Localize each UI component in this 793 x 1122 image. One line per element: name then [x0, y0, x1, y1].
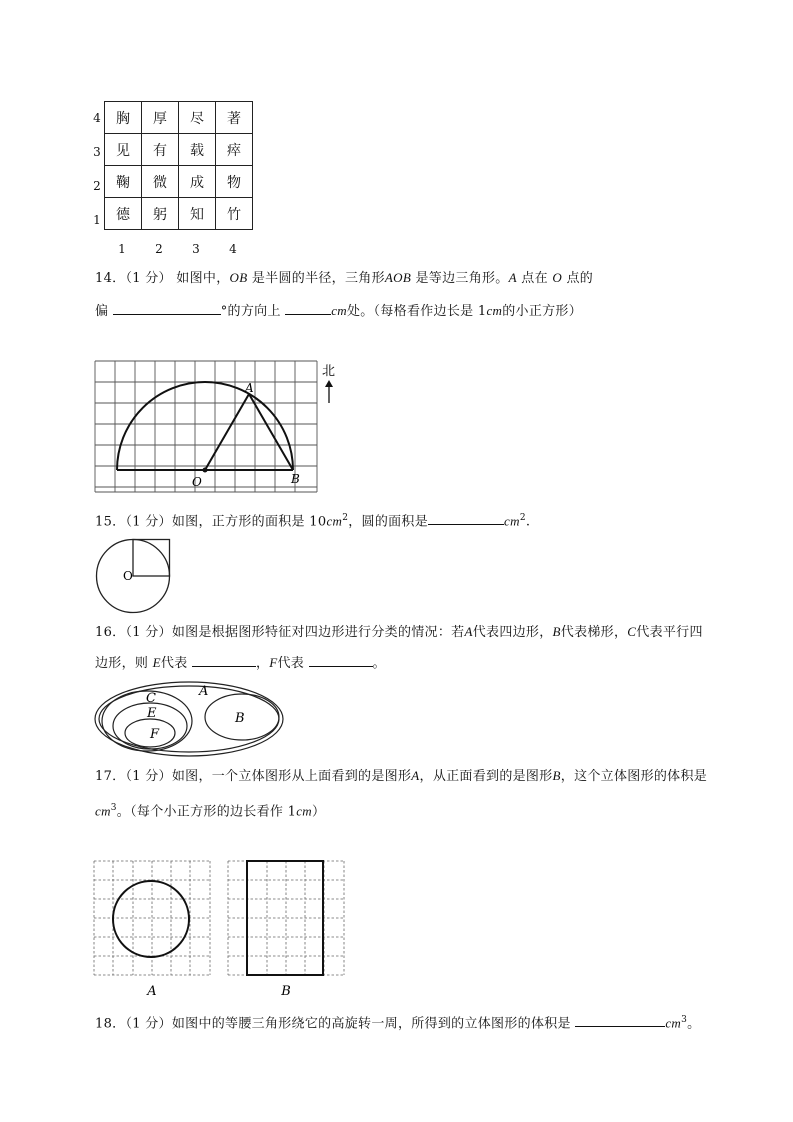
q-number: 18． [95, 1016, 126, 1032]
label-a: A [199, 684, 209, 699]
grid-cell: 物 [216, 166, 253, 198]
q-text: 。（每个小正方形的边长看作 1 [116, 804, 297, 820]
label-b: B [291, 472, 300, 486]
label-o: O [192, 475, 202, 489]
col-label: 1 [118, 242, 126, 256]
q-number: 16． [95, 625, 126, 640]
grid-cell: 知 [179, 198, 216, 230]
row-label: 2 [93, 179, 101, 193]
q-text: °的方向上 [220, 304, 281, 319]
superscript: 2 [342, 513, 349, 523]
segment-oa [205, 394, 249, 470]
q-score: （1 分） [125, 1016, 172, 1032]
row-label: 4 [93, 111, 101, 125]
q-text: 偏 [95, 304, 109, 319]
views-figure [90, 858, 350, 1000]
q-text: 是等边三角形。 [415, 271, 509, 286]
answer-blank-distance[interactable] [285, 300, 331, 315]
col-label: 4 [229, 242, 237, 256]
q-var: A [464, 624, 473, 639]
q-text: 点的 [566, 271, 594, 286]
question-17-line2 [95, 798, 725, 822]
question-18 [95, 1010, 725, 1034]
grid-row-1 [105, 198, 253, 230]
q-text: 如图中的等腰三角形绕它的高旋转一周，所得到的立体图形的体积是 [171, 1016, 571, 1032]
unit: cm [504, 513, 520, 529]
grid-cell: 鞠 [105, 166, 142, 198]
unit: cm [665, 1015, 682, 1031]
q-var: OB [229, 270, 248, 285]
col-label: 2 [155, 242, 163, 256]
view-a-circle [113, 881, 189, 957]
grid-cell: 有 [142, 134, 179, 166]
q-text: ，圆的面积是 [348, 514, 429, 530]
grid-row-4 [105, 102, 253, 134]
q-var: E [152, 655, 161, 670]
unit: cm [296, 803, 312, 819]
superscript: 3 [110, 803, 117, 813]
answer-blank-direction[interactable] [113, 300, 221, 315]
q-score: （1 分） [125, 271, 172, 286]
point-o [203, 468, 208, 473]
ellipse-a-outer [95, 682, 283, 756]
grid-cell: 德 [105, 198, 142, 230]
grid-cell: 见 [105, 134, 142, 166]
north-label: 北 [322, 364, 336, 379]
view-b-rectangle [247, 861, 323, 975]
superscript: 3 [681, 1015, 688, 1025]
circle-square-figure [94, 536, 174, 614]
q-var: AOB [384, 270, 412, 285]
q-text: 如图，正方形的面积是 10 [171, 514, 327, 530]
label-c: C [146, 691, 156, 706]
grid-row-3 [105, 134, 253, 166]
superscript: 2 [519, 513, 526, 523]
q-score: （1 分） [125, 514, 172, 530]
grid-cell: 瘁 [216, 134, 253, 166]
grid-cell: 载 [179, 134, 216, 166]
q-text: 的小正方形） [502, 304, 583, 319]
question-14-line2 [95, 300, 725, 322]
q-var: B [552, 624, 561, 639]
char-grid-table [104, 101, 253, 230]
label-b: B [281, 984, 291, 999]
q-text: ，这个立体图形的体积是 [560, 769, 708, 784]
q-text: 代表四边形， [472, 625, 553, 640]
label-a: A [245, 381, 254, 395]
q-text: 代表平行四 [636, 625, 703, 640]
q-text: 如图是根据图形特征对四边形进行分类的情况：若 [171, 625, 465, 640]
grid-cell: 成 [179, 166, 216, 198]
grid-cell: 竹 [216, 198, 253, 230]
label-b: B [235, 711, 245, 726]
question-15 [95, 508, 725, 532]
grid-cell: 胸 [105, 102, 142, 134]
q-var: O [552, 270, 563, 285]
q-text: 如图中， [176, 271, 230, 286]
label-e: E [147, 706, 157, 721]
q-text: 边形，则 [95, 656, 149, 671]
grid-cell: 厚 [142, 102, 179, 134]
grid-row-2 [105, 166, 253, 198]
col-label: 3 [192, 242, 200, 256]
q-var: C [627, 624, 637, 639]
ellipse-a-inner [99, 686, 279, 752]
center-label: O [123, 569, 133, 583]
q-text: 是半圆的半径，三角形 [251, 271, 385, 286]
grid-cell: 尽 [179, 102, 216, 134]
q-score: （1 分） [125, 769, 172, 784]
q-text: 处。（每格看作边长是 1 [346, 304, 487, 319]
grid-cell: 著 [216, 102, 253, 134]
question-17 [95, 766, 725, 787]
answer-blank[interactable] [575, 1012, 665, 1027]
q-var: F [269, 655, 278, 670]
unit: cm [331, 303, 347, 318]
unit: cm [486, 303, 503, 318]
answer-blank-f[interactable] [309, 652, 373, 667]
q-number: 15． [95, 514, 126, 530]
question-16 [95, 622, 725, 643]
q-score: （1 分） [125, 625, 172, 640]
q-text: ， [255, 656, 270, 671]
q-text: ） [311, 804, 326, 820]
q-var: B [552, 768, 561, 783]
q-text: 代表梯形， [560, 625, 628, 640]
row-label: 1 [93, 213, 101, 227]
q-text: 代表 [160, 656, 188, 671]
q-text: 。 [687, 1016, 701, 1032]
question-14 [95, 268, 725, 289]
q-number: 17． [95, 769, 126, 784]
q-text: 如图，一个立体图形从上面看到的是图形 [171, 769, 412, 784]
period: . [525, 514, 531, 530]
venn-figure [92, 680, 287, 760]
label-a: A [147, 984, 157, 999]
grid-cell: 微 [142, 166, 179, 198]
semicircle-figure [88, 355, 348, 500]
question-16-line2 [95, 652, 725, 674]
row-label: 3 [93, 145, 101, 159]
unit: cm [95, 803, 111, 819]
q-var: A [411, 768, 420, 783]
answer-blank-e[interactable] [192, 652, 256, 667]
answer-blank[interactable] [428, 510, 504, 525]
segment-ab [249, 394, 293, 470]
q-text: 代表 [277, 656, 305, 671]
north-arrowhead-icon [325, 380, 333, 387]
q-text: 。 [372, 656, 386, 671]
q-text: ，从正面看到的是图形 [419, 769, 553, 784]
q-text: 点在 [521, 271, 548, 286]
q-var: A [508, 270, 517, 285]
label-f: F [150, 727, 160, 742]
unit: cm [326, 513, 343, 529]
grid-cell: 躬 [142, 198, 179, 230]
q-number: 14． [95, 271, 126, 286]
